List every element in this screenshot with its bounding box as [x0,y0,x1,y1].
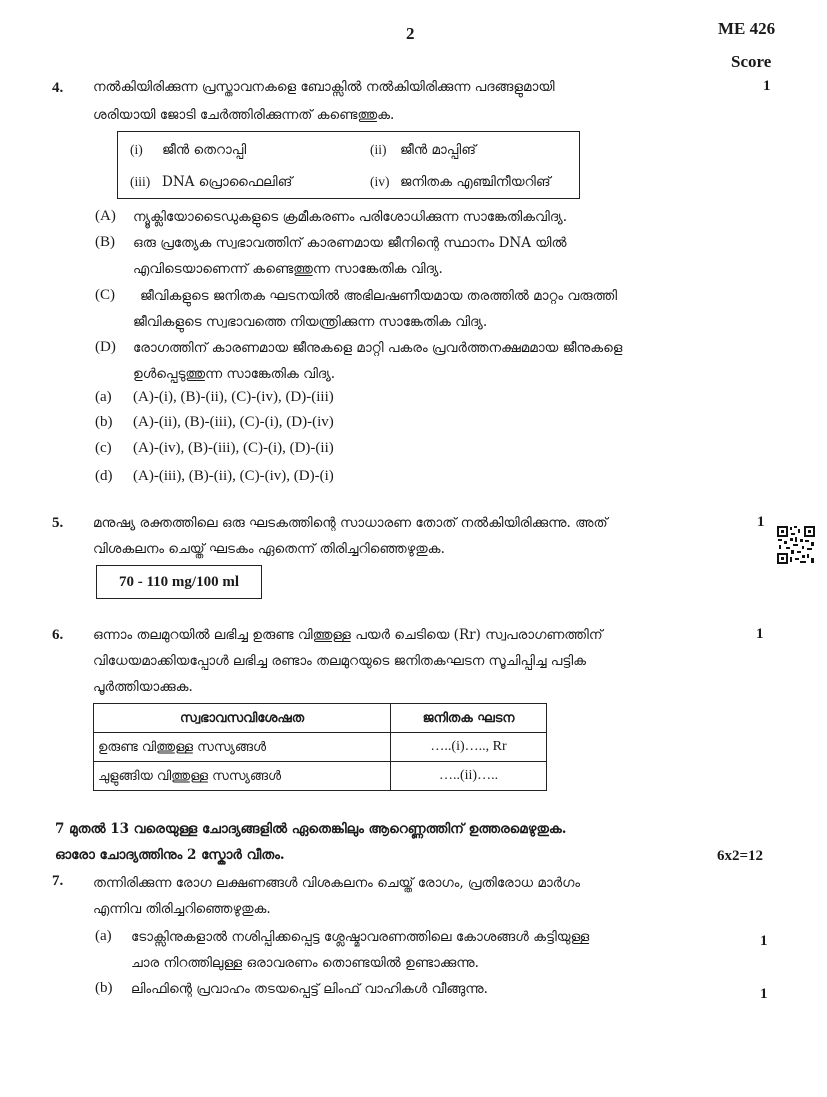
q4-score: 1 [763,78,771,94]
statement-text: ഉൾപ്പെടുത്തുന്ന സാങ്കേതിക വിദ്യ. [133,366,336,382]
table-row [94,733,547,762]
q7-part-b-line1: ലിംഫിന്റെ പ്രവാഹം തടയപ്പെട്ട് ലിംഫ് വാഹികൾ വീങ്ങുന്നു. [131,981,488,997]
q6-number: 6. [52,627,64,643]
table-cell: …..(ii)….. [391,762,547,791]
q5-score: 1 [757,514,765,530]
q7-line1: തന്നിരിക്കുന്ന രോഗ ലക്ഷണങ്ങൾ വിശകലനം ചെയ്ത് രോഗം, പ്രതിരോധ മാർഗം [93,875,581,891]
option-label: (c) [95,440,112,456]
q7-part-a-line2: ചാര നിറത്തിലുള്ള ഒരാവരണം തൊണ്ടയിൽ ഉണ്ടാക്കുന്നു. [131,955,479,971]
statement-text: ന്യൂക്ലിയോടൈഡുകളുടെ ക്രമീകരണം പരിശോധിക്കുന്ന സാങ്കേതികവിദ്യ. [133,209,567,225]
q7-part-a-line1: ടോക്സിനുകളാൽ നശിപ്പിക്കപ്പെട്ട ശ്ലേഷ്മാവരണത്തിലെ കോശങ്ങൾ കട്ടിയുള്ള [131,929,590,945]
table-cell: …..(i)….., Rr [391,733,547,762]
q4-prompt-line2: ശരിയായി ജോടി ചേർത്തിരിക്കുന്നത് കണ്ടെത്തുക. [93,107,395,123]
q6-score: 1 [756,626,764,642]
qr-code-icon [776,525,816,565]
q5-line1: മനുഷ്യ രക്തത്തിലെ ഒരു ഘടകത്തിന്റെ സാധാരണ തോത് നൽകിയിരിക്കുന്നു. അത് [93,515,608,531]
term-label: (i) [130,142,143,157]
q7-part-label: (a) [95,928,112,944]
option-c[interactable]: (A)-(iv), (B)-(iii), (C)-(i), (D)-(ii) [133,440,334,456]
term-label: (ii) [370,142,387,157]
table-row [94,762,547,791]
section-instruction-line1: 7 മുതൽ 13 വരെയുള്ള ചോദ്യങ്ങളിൽ ഏതെങ്കിലും ആറെണ്ണത്തിന് ഉത്തരമെഴുതുക. [55,821,567,837]
table-cell: ചുളുങ്ങിയ വിത്തുള്ള സസ്യങ്ങൾ [94,762,391,791]
q6-line2: വിധേയമാക്കിയപ്പോൾ ലഭിച്ച രണ്ടാം തലമുറയുടെ ജനിതകഘടന സൂചിപ്പിച്ച പട്ടിക [93,653,587,669]
page-number: 2 [406,24,415,43]
q5-value-box: 70 - 110 mg/100 ml [96,565,262,599]
q4-number: 4. [52,80,64,96]
section-marks: 6x2=12 [717,848,764,864]
option-d[interactable]: (A)-(iii), (B)-(ii), (C)-(iv), (D)-(i) [133,468,334,484]
q6-line1: ഒന്നാം തലമുറയിൽ ലഭിച്ച ഉരുണ്ട വിത്തുള്ള പയർ ചെടിയെ (Rr) സ്വപരാഗണത്തിന് [93,627,603,643]
statement-text: ജീവികളുടെ സ്വഭാവത്തെ നിയന്ത്രിക്കുന്ന സാങ്കേതിക വിദ്യ. [133,314,488,330]
term-label: (iii) [130,174,151,189]
term-text: ജീൻ മാപ്പിങ് [400,142,476,158]
q6-line3: പൂർത്തിയാക്കുക. [93,679,193,695]
q4-prompt-line1: നൽകിയിരിക്കുന്ന പ്രസ്താവനകളെ ബോക്സിൽ നൽകിയിരിക്കുന്ന പദങ്ങളുമായി [93,79,555,95]
q5-line2: വിശകലനം ചെയ്ത് ഘടകം ഏതെന്ന് തിരിച്ചറിഞ്ഞെഴുതുക. [93,541,445,557]
q7-line2: എന്നിവ തിരിച്ചറിഞ്ഞെഴുതുക. [93,901,271,917]
table-cell: ഉരുണ്ട വിത്തുള്ള സസ്യങ്ങൾ [94,733,391,762]
statement-label: (C) [95,287,115,303]
option-b[interactable]: (A)-(ii), (B)-(iii), (C)-(i), (D)-(iv) [133,414,334,430]
option-a[interactable]: (A)-(i), (B)-(ii), (C)-(iv), (D)-(iii) [133,389,334,405]
statement-text: എവിടെയാണെന്ന് കണ്ടെത്തുന്ന സാങ്കേതിക വിദ്യ. [133,261,443,277]
q7-part-b-score: 1 [760,986,768,1002]
paper-code: ME 426 [718,19,776,38]
term-text: ജീൻ തെറാപ്പി [162,142,247,158]
q7-part-a-score: 1 [760,933,768,949]
genotype-table [93,703,547,791]
table-header-row [94,704,547,733]
option-label: (a) [95,389,112,405]
statement-text: ജീവികളുടെ ജനിതക ഘടനയിൽ അഭിലഷണീയമായ തരത്തിൽ മാറ്റം വരുത്തി [140,288,618,304]
term-text: ജനിതക എഞ്ചിനീയറിങ് [400,174,551,190]
statement-label: (B) [95,234,115,250]
option-label: (b) [95,414,113,430]
q7-part-label: (b) [95,980,113,996]
statement-label: (D) [95,339,116,355]
q5-number: 5. [52,515,64,531]
option-label: (d) [95,468,113,484]
statement-text: രോഗത്തിന് കാരണമായ ജീനുകളെ മാറ്റി പകരം പ്രവർത്തനക്ഷമമായ ജീനുകളെ [133,340,623,356]
statement-text: ഒരു പ്രത്യേക സ്വഭാവത്തിന് കാരണമായ ജീനിന്റെ സ്ഥാനം DNA യിൽ [133,235,567,251]
section-instruction-line2: ഓരോ ചോദ്യത്തിനും 2 സ്കോർ വീതം. [55,847,285,863]
term-label: (iv) [370,174,390,189]
q7-number: 7. [52,873,64,889]
table-header-cell: സ്വഭാവസവിശേഷത [94,704,391,733]
score-header: Score [731,52,772,71]
table-header-cell: ജനിതക ഘടന [391,704,547,733]
term-text: DNA പ്രൊഫൈലിങ് [162,174,293,190]
q4-terms-box [117,131,580,199]
statement-label: (A) [95,208,116,224]
